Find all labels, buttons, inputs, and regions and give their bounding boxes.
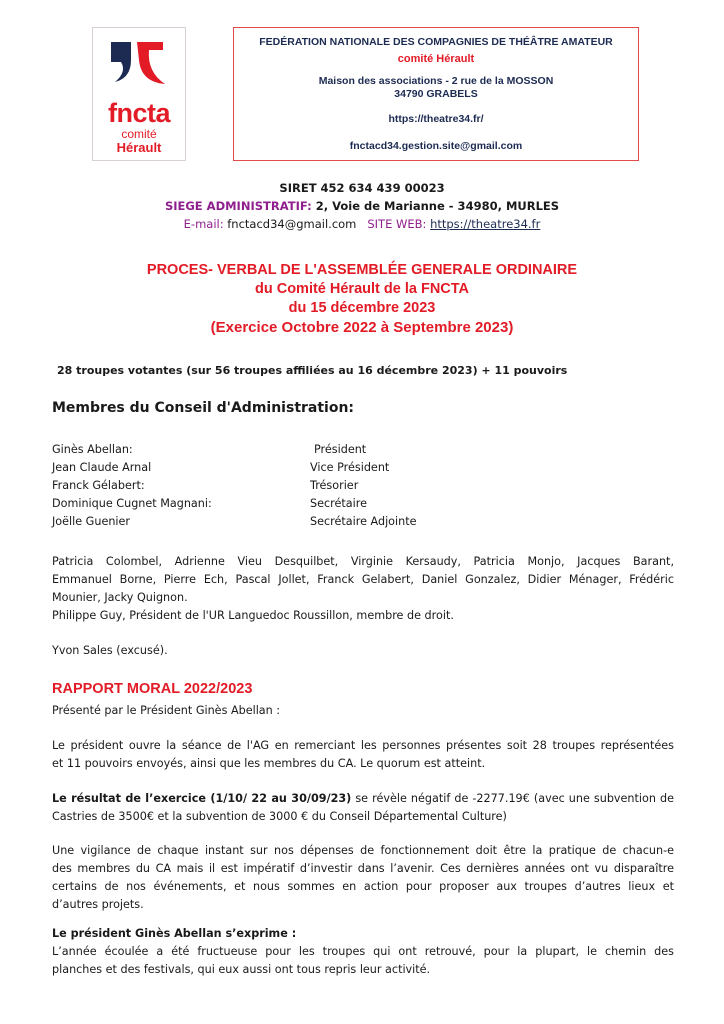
excused-text: Yvon Sales (excusé). xyxy=(52,644,168,657)
board-member-role: Président xyxy=(314,443,367,456)
result-line: Castries de 3500€ et la subvention de 3000 € du Conseil Départemental Culture) xyxy=(52,810,507,823)
fncta-logo xyxy=(92,27,186,161)
logo-name: fncta xyxy=(107,98,170,128)
board-row xyxy=(52,495,652,513)
site-link[interactable]: https://theatre34.fr xyxy=(430,217,541,231)
siege-label: SIEGE ADMINISTRATIF: xyxy=(164,199,312,213)
result-bold: Le résultat de l’exercice (1/10/ 22 au 30/09/23) xyxy=(52,792,352,805)
vigilance-paragraph xyxy=(52,842,674,914)
result-paragraph xyxy=(52,790,674,826)
board-member-name: Franck Gélabert: xyxy=(52,479,145,492)
board-member-name: Joëlle Guenier xyxy=(52,515,131,528)
title-line-1: PROCES- VERBAL DE L'ASSEMBLÉE GENERALE ORDINAIRE xyxy=(146,262,578,278)
opening-line: et 11 pouvoirs envoyés, ainsi que les membres du CA. Le quorum est atteint. xyxy=(52,757,486,770)
city-line: 34790 GRABELS xyxy=(394,88,478,100)
siret-line: SIRET 452 634 439 00023 xyxy=(279,181,445,195)
expression-paragraph xyxy=(52,925,674,979)
address-line: Maison des associations - 2 rue de la MOSSON xyxy=(318,75,554,87)
logo-sub-herault: Hérault xyxy=(116,140,162,155)
vigilance-line: Une vigilance de chaque instant sur nos dépenses de fonctionnement doit être la pratique de chacun-e xyxy=(52,844,674,857)
board-row xyxy=(52,513,652,531)
header-email: fnctacd34.gestion.site@gmail.com xyxy=(349,140,523,152)
votes-line: 28 troupes votantes (sur 56 troupes affiliées au 16 décembre 2023) + 11 pouvoirs xyxy=(57,364,568,377)
other-members-line: Emmanuel Borne, Pierre Ech, Pascal Jollet, Franck Gelabert, Daniel Gonzalez, Didier Ménager, Frédéric xyxy=(52,573,674,586)
excused-line xyxy=(52,642,674,660)
expression-heading-text: Le président Ginès Abellan s’exprime : xyxy=(52,927,297,940)
siege-line xyxy=(0,199,724,213)
board-list xyxy=(52,441,652,531)
title-line-2: du Comité Hérault de la FNCTA xyxy=(254,281,470,297)
other-members-line: Patricia Colombel, Adrienne Vieu Desquilbet, Virginie Kersaudy, Patricia Monjo, Jacques Barant, xyxy=(52,555,674,568)
email-value: fnctacd34@gmail.com xyxy=(227,217,357,231)
board-member-role: Secrétaire Adjointe xyxy=(310,515,417,528)
other-members xyxy=(52,553,674,625)
rapport-title: RAPPORT MORAL 2022/2023 xyxy=(52,681,253,697)
board-member-role: Vice Président xyxy=(310,461,390,474)
board-member-role: Trésorier xyxy=(310,479,359,492)
header-website: https://theatre34.fr/ xyxy=(388,113,484,125)
fncta-mark-icon xyxy=(107,38,171,98)
result-rest: se révèle négatif de -2277.19€ (avec une subvention de xyxy=(351,792,674,805)
presented-text: Présenté par le Président Ginès Abellan : xyxy=(52,704,281,717)
expression-line: planches et des festivals, qui eux aussi ont tous repris leur activité. xyxy=(52,963,431,976)
title-line-3: du 15 décembre 2023 xyxy=(288,300,436,316)
board-row xyxy=(52,441,652,459)
board-member-name: Jean Claude Arnal xyxy=(52,461,152,474)
ur-president-line: Philippe Guy, Président de l'UR Languedoc Roussillon, membre de droit. xyxy=(52,609,454,622)
contact-line xyxy=(0,217,724,231)
logo-sub-comite: comité xyxy=(121,127,157,141)
board-row xyxy=(52,459,652,477)
opening-paragraph xyxy=(52,737,674,773)
opening-line: Le président ouvre la séance de l'AG en remerciant les personnes présentes soit 28 troupes représentées xyxy=(52,739,674,752)
other-members-line: Mounier, Jacky Quignon. xyxy=(52,591,188,604)
email-label: E-mail: xyxy=(183,217,224,231)
expression-line: L’année écoulée a été fructueuse pour les troupes qui ont retrouvé, pour la plupart, le chemin des xyxy=(52,945,674,958)
board-member-name: Dominique Cugnet Magnani: xyxy=(52,497,212,510)
board-member-role: Secrétaire xyxy=(310,497,367,510)
result-line xyxy=(52,790,674,808)
title-line-4: (Exercice Octobre 2022 à Septembre 2023) xyxy=(210,319,514,336)
comite-name: comité Hérault xyxy=(397,53,475,65)
vigilance-line: certains de nos événements, et nous sommes en action pour proposer aux troupes d’autres lieux et xyxy=(52,880,674,893)
site-label: SITE WEB: xyxy=(367,217,427,231)
federation-name: FEDÉRATION NATIONALE DES COMPAGNIES DE THÉÂTRE AMATEUR xyxy=(259,36,613,48)
board-row xyxy=(52,477,652,495)
siege-value: 2, Voie de Marianne - 34980, MURLES xyxy=(315,199,560,213)
presented-by xyxy=(52,702,674,720)
vigilance-line: d’autres projets. xyxy=(52,898,144,911)
board-member-name: Ginès Abellan: xyxy=(52,443,133,456)
letterhead-box xyxy=(233,27,639,161)
expression-heading xyxy=(52,925,674,943)
vigilance-line: des membres du CA mais il est impératif d’investir dans l’avenir. Ces dernières années ont vu disparaître xyxy=(52,862,674,875)
members-heading: Membres du Conseil d'Administration: xyxy=(52,400,355,416)
